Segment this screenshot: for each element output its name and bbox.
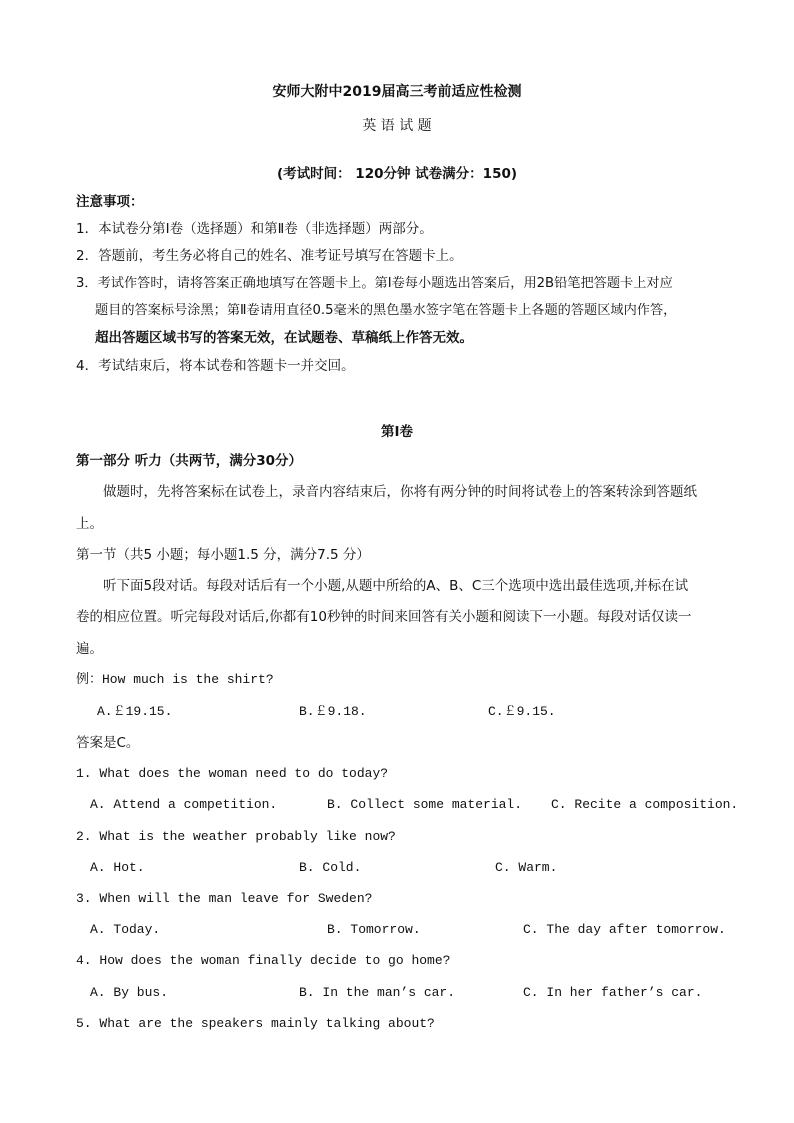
sub-section-title: 第一节（共5 小题；每小题1.5 分，满分7.5 分）	[76, 547, 370, 563]
example-option-c: C.￡9.15.	[488, 704, 556, 719]
example-question: 例：How much is the shirt?	[76, 672, 274, 687]
directions-line-2: 卷的相应位置。听完每段对话后,你都有10秒钟的时间来回答有关小题和阅读下一小题。每段对话仅读一	[76, 609, 692, 625]
part-title: 第一部分 听力（共两节，满分30分）	[76, 453, 302, 469]
question-5-stem: 5. What are the speakers mainly talking about?	[76, 1016, 435, 1031]
exam-title: 安师大附中2019届高三考前适应性检测	[272, 84, 522, 100]
intro-line-2: 上。	[76, 516, 103, 532]
question-1-option-c: C. Recite a composition.	[551, 797, 739, 812]
question-3-option-b: B. Tomorrow.	[327, 922, 421, 937]
note-item-3-emphasis: 超出答题区域书写的答案无效，在试题卷、草稿纸上作答无效。	[95, 330, 473, 346]
question-4-option-a: A. By bus.	[90, 985, 169, 1000]
example-option-b: B.￡9.18.	[299, 704, 367, 719]
directions-line-1: 听下面5段对话。每段对话后有一个小题,从题中所给的A、B、C三个选项中选出最佳选项,并标在试	[103, 578, 689, 594]
question-2-stem: 2. What is the weather probably like now?	[76, 829, 396, 844]
question-3-stem: 3. When will the man leave for Sweden?	[76, 891, 373, 906]
question-1-stem: 1. What does the woman need to do today?	[76, 766, 389, 781]
note-item-3: 3．考试作答时，请将答案正确地填写在答题卡上。第Ⅰ卷每小题选出答案后，用2B铅笔把答题卡上对应	[76, 276, 673, 291]
exam-subtitle: 英 语 试 题	[362, 118, 432, 134]
question-4-stem: 4. How does the woman finally decide to go home?	[76, 953, 451, 968]
note-item-1: 1．本试卷分第Ⅰ卷（选择题）和第Ⅱ卷（非选择题）两部分。	[76, 221, 433, 237]
question-1-option-b: B. Collect some material.	[327, 797, 523, 812]
question-4-option-c: C. In her father’s car.	[523, 985, 703, 1000]
question-1-option-a: A. Attend a competition.	[90, 797, 278, 812]
note-item-2: 2．答题前，考生务必将自己的姓名、准考证号填写在答题卡上。	[76, 248, 463, 264]
question-2-option-c: C. Warm.	[495, 860, 558, 875]
question-2-option-b: B. Cold.	[299, 860, 362, 875]
question-4-option-b: B. In the man’s car.	[299, 985, 456, 1000]
question-3-option-a: A. Today.	[90, 922, 161, 937]
directions-line-3: 遍。	[76, 641, 103, 657]
example-option-a: A.￡19.15.	[97, 704, 173, 719]
question-3-option-c: C. The day after tomorrow.	[523, 922, 726, 937]
intro-line-1: 做题时，先将答案标在试卷上，录音内容结束后，你将有两分钟的时间将试卷上的答案转涂到答题纸	[103, 484, 697, 500]
example-answer: 答案是C。	[76, 735, 140, 751]
question-2-option-a: A. Hot.	[90, 860, 145, 875]
volume-title: 第Ⅰ卷	[380, 424, 414, 440]
note-item-4: 4．考试结束后，将本试卷和答题卡一并交回。	[76, 358, 355, 374]
notes-heading: 注意事项：	[76, 194, 144, 210]
exam-time-info: (考试时间： 120分钟 试卷满分：150)	[276, 166, 518, 182]
note-item-3-cont: 题目的答案标号涂黑；第Ⅱ卷请用直径0.5毫米的黑色墨水签字笔在答题卡上各题的答题区域内作答，	[95, 303, 677, 318]
